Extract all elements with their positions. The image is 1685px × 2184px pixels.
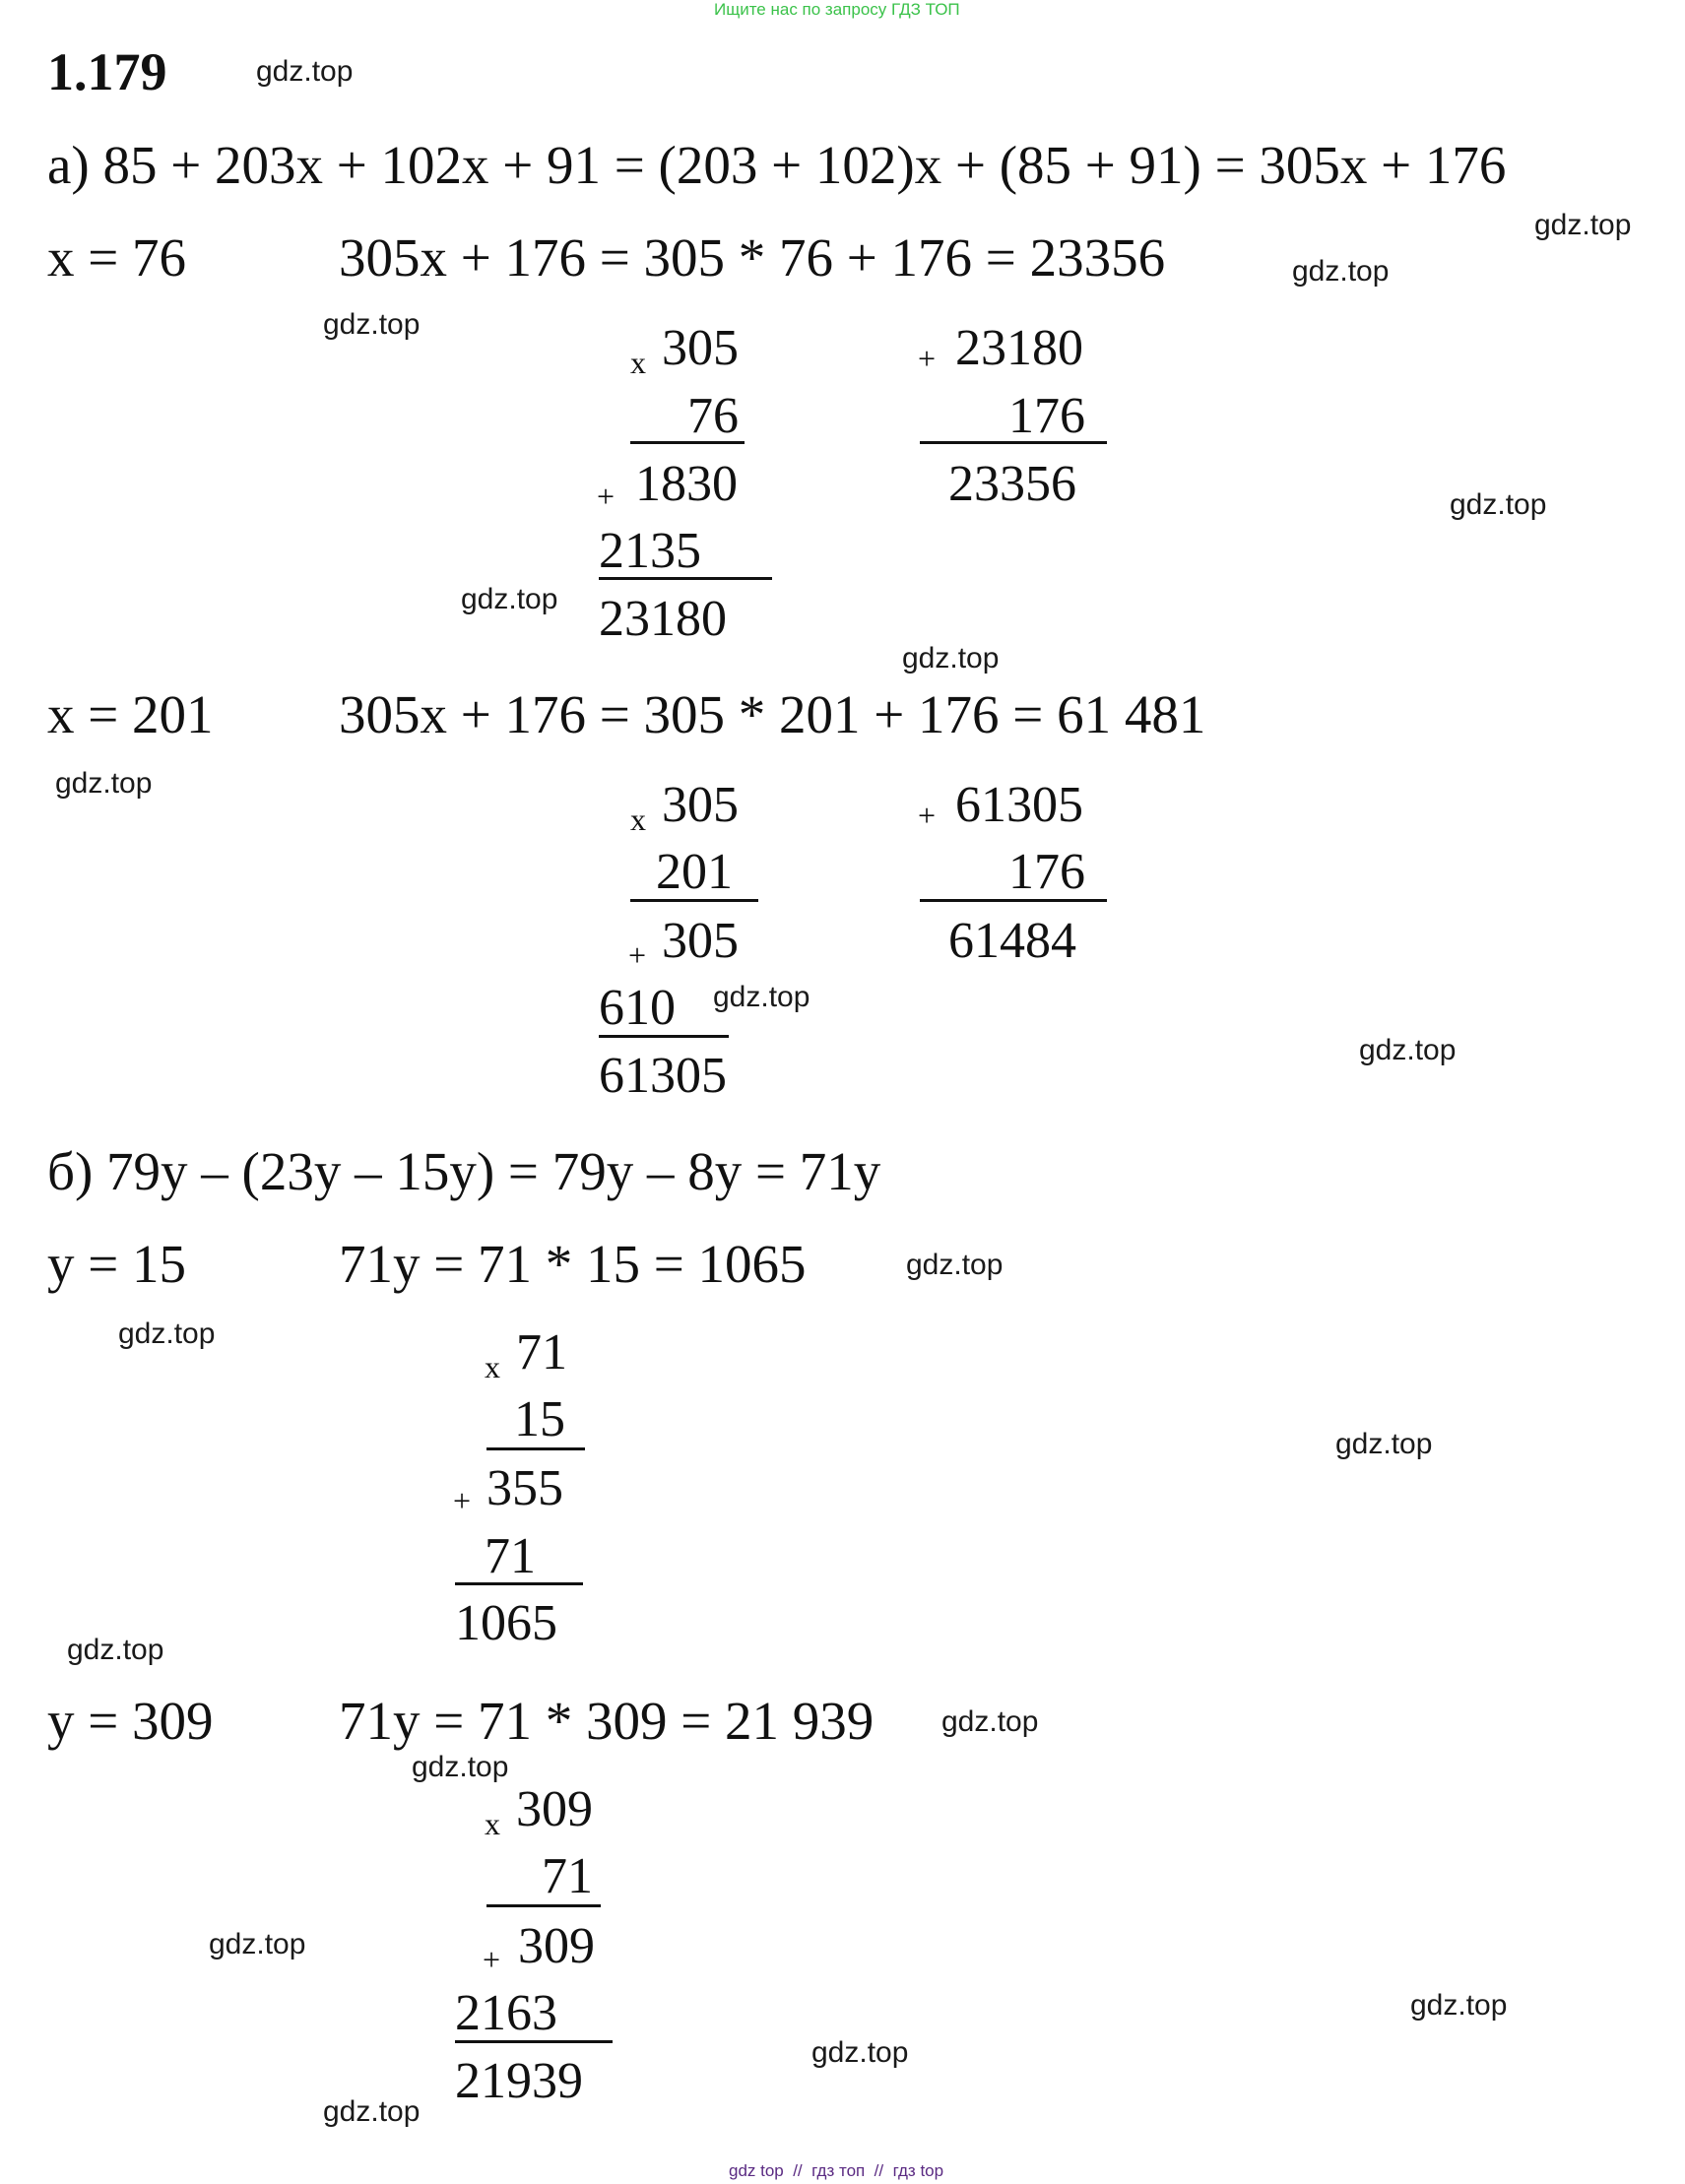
watermark-text: gdz.top bbox=[256, 55, 354, 88]
watermark-text: gdz.top bbox=[323, 308, 421, 341]
watermark-text: gdz.top bbox=[941, 1705, 1039, 1738]
partial-product-2: 2163 bbox=[455, 1985, 557, 2041]
watermark-text: gdz.top bbox=[118, 1317, 216, 1350]
sum: 23356 bbox=[948, 456, 1076, 512]
rule bbox=[920, 899, 1107, 902]
watermark-text: gdz.top bbox=[713, 981, 810, 1013]
problem-number: 1.179 bbox=[47, 42, 167, 101]
multiply-sign: x bbox=[630, 345, 646, 380]
part-a-case2-equation: 305x + 176 = 305 * 201 + 176 = 61 481 bbox=[339, 684, 1206, 744]
watermark-text: gdz.top bbox=[67, 1634, 164, 1666]
partial-product-1: 1830 bbox=[635, 456, 738, 512]
rule bbox=[599, 577, 772, 580]
multiplicand: 309 bbox=[516, 1781, 593, 1837]
watermark-text: gdz.top bbox=[1410, 1989, 1508, 2022]
sum: 61484 bbox=[948, 913, 1076, 969]
multiplier: 76 bbox=[687, 388, 739, 444]
part-a-case1-equation: 305x + 176 = 305 * 76 + 176 = 23356 bbox=[339, 227, 1166, 288]
part-b-case1-label: y = 15 bbox=[47, 1234, 187, 1294]
partial-product-2: 610 bbox=[599, 980, 676, 1036]
rule bbox=[599, 1035, 729, 1038]
rule bbox=[455, 1582, 583, 1585]
product: 61305 bbox=[599, 1048, 727, 1104]
watermark-text: gdz.top bbox=[209, 1928, 306, 1960]
watermark-text: gdz.top bbox=[1359, 1034, 1457, 1066]
watermark-text: gdz.top bbox=[1292, 255, 1390, 288]
rule bbox=[630, 441, 745, 444]
multiply-sign: x bbox=[485, 1349, 500, 1384]
rule bbox=[486, 1447, 585, 1450]
multiply-sign: x bbox=[485, 1806, 500, 1841]
addend-2: 176 bbox=[1008, 388, 1085, 444]
rule bbox=[920, 441, 1107, 444]
addend-1: 23180 bbox=[955, 320, 1083, 376]
partial-product-1: 355 bbox=[486, 1460, 563, 1516]
partial-product-2: 2135 bbox=[599, 523, 701, 579]
watermark-text: gdz.top bbox=[412, 1751, 509, 1783]
partial-product-2: 71 bbox=[485, 1528, 536, 1584]
rule bbox=[630, 899, 758, 902]
rule bbox=[486, 1904, 601, 1907]
part-a-case1-label: x = 76 bbox=[47, 227, 187, 288]
multiplier: 201 bbox=[656, 844, 733, 900]
part-a-case2-label: x = 201 bbox=[47, 684, 214, 744]
multiplicand: 305 bbox=[662, 320, 739, 376]
rule bbox=[455, 2040, 613, 2043]
multiplicand: 305 bbox=[662, 777, 739, 833]
plus-sign: + bbox=[628, 937, 647, 973]
watermark-text: gdz.top bbox=[1534, 209, 1632, 241]
watermark-text: gdz.top bbox=[902, 642, 1000, 674]
plus-sign: + bbox=[453, 1483, 472, 1518]
part-a-expression: а) 85 + 203x + 102x + 91 = (203 + 102)x + (85 + 91) = 305x + 176 bbox=[47, 135, 1507, 195]
plus-sign: + bbox=[918, 798, 937, 833]
multiplicand: 71 bbox=[516, 1324, 567, 1381]
watermark-text: gdz.top bbox=[323, 2095, 421, 2128]
watermark-text: gdz.top bbox=[811, 2036, 909, 2069]
plus-sign: + bbox=[483, 1942, 501, 1977]
plus-sign: + bbox=[918, 341, 937, 376]
product: 23180 bbox=[599, 591, 727, 647]
part-b-expression: б) 79y – (23y – 15y) = 79y – 8y = 71y bbox=[47, 1141, 881, 1201]
partial-product-1: 305 bbox=[662, 913, 739, 969]
multiplier: 71 bbox=[542, 1848, 593, 1904]
watermark-text: gdz.top bbox=[906, 1249, 1004, 1281]
watermark-text: gdz.top bbox=[1335, 1428, 1433, 1460]
product: 1065 bbox=[455, 1595, 557, 1651]
part-b-case2-label: y = 309 bbox=[47, 1691, 214, 1751]
top-banner[interactable]: Ищите нас по запросу ГДЗ ТОП bbox=[714, 0, 960, 19]
part-b-case1-equation: 71y = 71 * 15 = 1065 bbox=[339, 1234, 807, 1294]
watermark-text: gdz.top bbox=[1450, 488, 1547, 521]
watermark-text: gdz.top bbox=[55, 767, 153, 800]
multiplier: 15 bbox=[514, 1391, 565, 1447]
partial-product-1: 309 bbox=[518, 1918, 595, 1974]
multiply-sign: x bbox=[630, 802, 646, 837]
part-b-case2-equation: 71y = 71 * 309 = 21 939 bbox=[339, 1691, 875, 1751]
addend-2: 176 bbox=[1008, 844, 1085, 900]
footer-links[interactable]: gdz top // гдз топ // гдз top bbox=[729, 2161, 944, 2180]
plus-sign: + bbox=[597, 479, 616, 514]
product: 21939 bbox=[455, 2053, 583, 2109]
addend-1: 61305 bbox=[955, 777, 1083, 833]
watermark-text: gdz.top bbox=[461, 583, 558, 615]
